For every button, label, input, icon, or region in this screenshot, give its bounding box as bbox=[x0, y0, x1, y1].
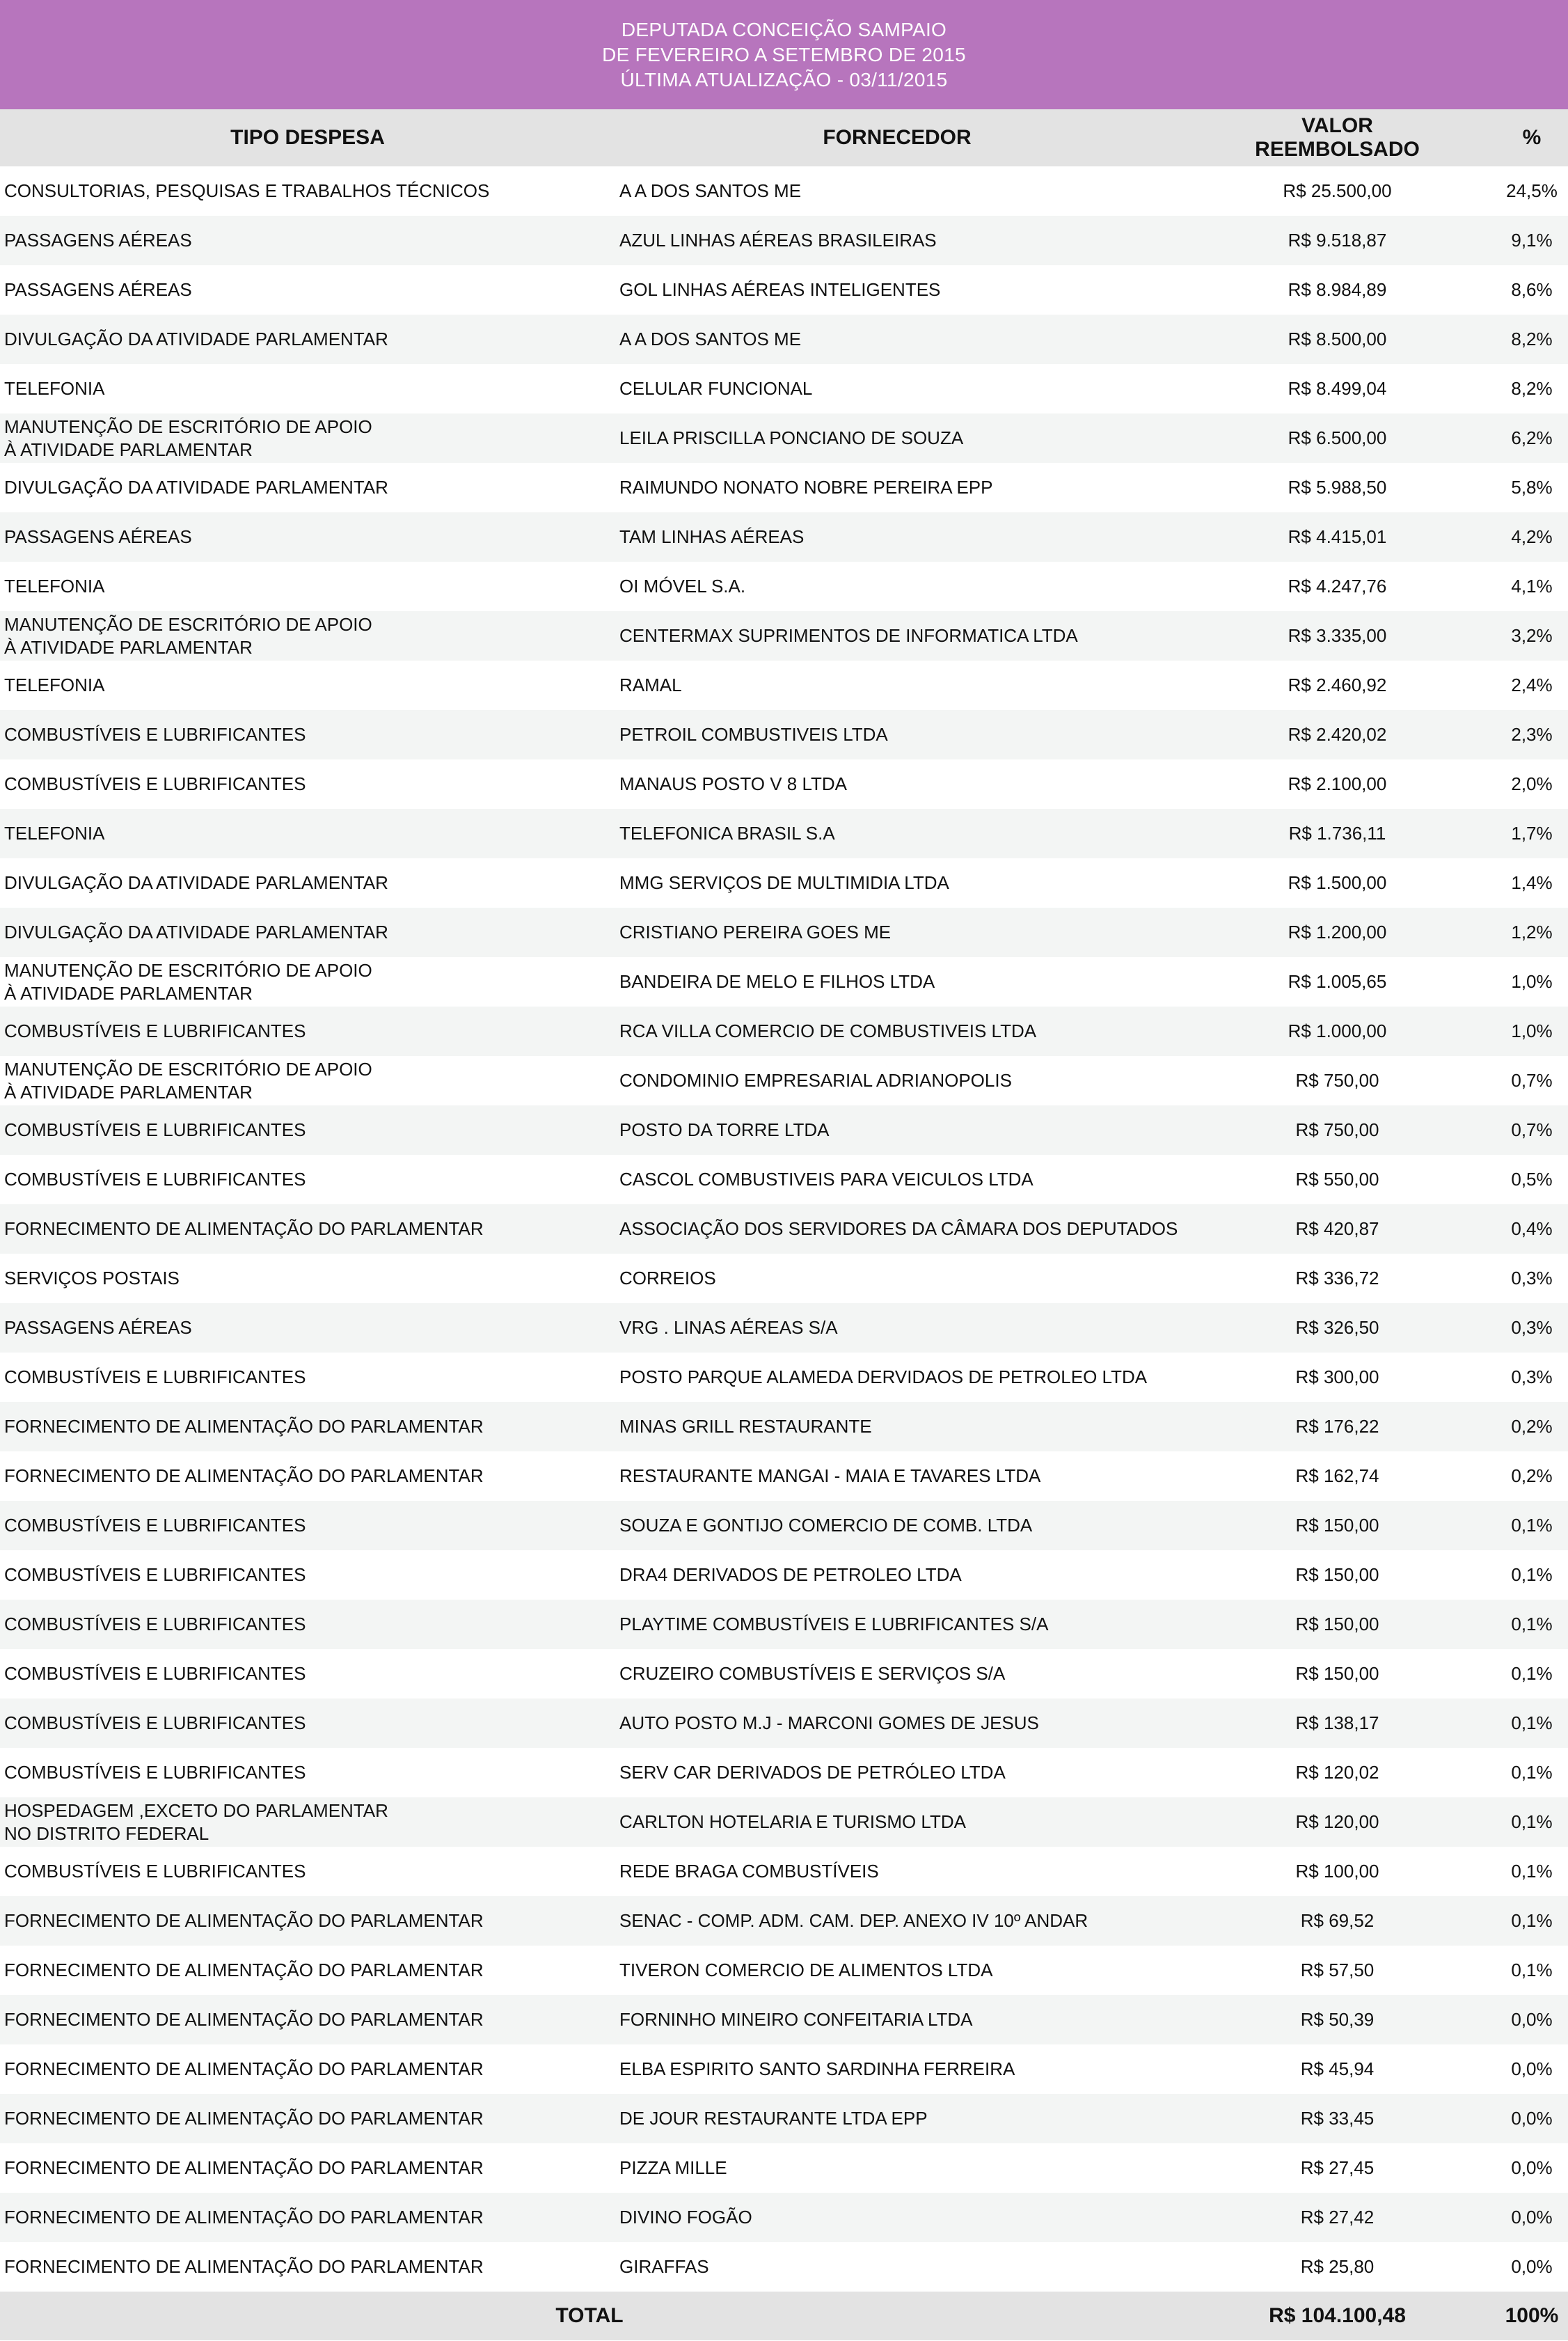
cell-valor: R$ 150,00 bbox=[1295, 1614, 1379, 1634]
title-line-updated: ÚLTIMA ATUALIZAÇÃO - 03/11/2015 bbox=[620, 68, 948, 90]
table-row bbox=[0, 1204, 1568, 1254]
cell-pct: 0,0% bbox=[1511, 2058, 1553, 2079]
table-row bbox=[0, 562, 1568, 611]
cell-tipo: FORNECIMENTO DE ALIMENTAÇÃO DO PARLAMENTAR bbox=[4, 2207, 484, 2228]
table-row bbox=[0, 216, 1568, 265]
cell-tipo: MANUTENÇÃO DE ESCRITÓRIO DE APOIO À ATIVIDADE PARLAMENTAR bbox=[4, 416, 372, 460]
cell-tipo: TELEFONIA bbox=[4, 378, 105, 399]
cell-tipo: MANUTENÇÃO DE ESCRITÓRIO DE APOIO À ATIVIDADE PARLAMENTAR bbox=[4, 613, 372, 658]
table-row bbox=[0, 858, 1568, 908]
table-row bbox=[0, 661, 1568, 710]
cell-tipo: FORNECIMENTO DE ALIMENTAÇÃO DO PARLAMENTAR bbox=[4, 1218, 484, 1239]
cell-pct: 9,1% bbox=[1511, 230, 1553, 251]
cell-pct: 0,2% bbox=[1511, 1416, 1553, 1437]
column-header-tipo: TIPO DESPESA bbox=[230, 126, 385, 149]
table-row bbox=[0, 1254, 1568, 1303]
cell-fornecedor: CENTERMAX SUPRIMENTOS DE INFORMATICA LTDA bbox=[619, 625, 1078, 646]
cell-fornecedor: TIVERON COMERCIO DE ALIMENTOS LTDA bbox=[619, 1960, 993, 1980]
table-row bbox=[0, 463, 1568, 512]
cell-pct: 4,1% bbox=[1511, 576, 1553, 597]
table-row bbox=[0, 908, 1568, 957]
cell-pct: 0,3% bbox=[1511, 1366, 1553, 1387]
cell-pct: 0,1% bbox=[1511, 1712, 1553, 1733]
cell-valor: R$ 336,72 bbox=[1295, 1268, 1379, 1288]
cell-pct: 0,7% bbox=[1511, 1119, 1553, 1140]
cell-valor: R$ 300,00 bbox=[1295, 1366, 1379, 1387]
cell-fornecedor: LEILA PRISCILLA PONCIANO DE SOUZA bbox=[619, 427, 964, 448]
table-row bbox=[0, 2242, 1568, 2292]
column-header-fornecedor: FORNECEDOR bbox=[823, 126, 972, 149]
cell-valor: R$ 550,00 bbox=[1295, 1169, 1379, 1190]
cell-tipo: HOSPEDAGEM ,EXCETO DO PARLAMENTAR NO DISTRITO FEDERAL bbox=[4, 1799, 388, 1844]
table-row bbox=[0, 512, 1568, 562]
cell-fornecedor: POSTO DA TORRE LTDA bbox=[619, 1119, 830, 1140]
table-row bbox=[0, 710, 1568, 759]
cell-fornecedor: SERV CAR DERIVADOS DE PETRÓLEO LTDA bbox=[619, 1762, 1006, 1783]
cell-pct: 2,3% bbox=[1511, 724, 1553, 745]
cell-tipo: FORNECIMENTO DE ALIMENTAÇÃO DO PARLAMENTAR bbox=[4, 1910, 484, 1931]
cell-fornecedor: A A DOS SANTOS ME bbox=[619, 329, 802, 349]
cell-tipo: COMBUSTÍVEIS E LUBRIFICANTES bbox=[4, 1169, 306, 1190]
column-header-valor bbox=[1179, 114, 1496, 161]
cell-fornecedor: CELULAR FUNCIONAL bbox=[619, 378, 813, 399]
cell-valor: R$ 50,39 bbox=[1300, 2009, 1375, 2030]
table-row bbox=[0, 1501, 1568, 1550]
cell-pct: 0,1% bbox=[1511, 1564, 1553, 1585]
table-row bbox=[0, 1748, 1568, 1797]
cell-valor: R$ 33,45 bbox=[1300, 2108, 1375, 2129]
cell-pct: 0,0% bbox=[1511, 2256, 1553, 2277]
cell-pct: 0,1% bbox=[1511, 1910, 1553, 1931]
cell-valor: R$ 1.736,11 bbox=[1288, 823, 1386, 844]
cell-valor: R$ 120,02 bbox=[1295, 1762, 1379, 1783]
table-row bbox=[0, 1550, 1568, 1600]
cell-pct: 3,2% bbox=[1511, 625, 1553, 646]
cell-tipo: COMBUSTÍVEIS E LUBRIFICANTES bbox=[4, 1020, 306, 1041]
cell-tipo: PASSAGENS AÉREAS bbox=[4, 230, 192, 251]
cell-fornecedor: ELBA ESPIRITO SANTO SARDINHA FERREIRA bbox=[619, 2058, 1015, 2079]
cell-pct: 0,1% bbox=[1511, 1762, 1553, 1783]
cell-pct: 1,7% bbox=[1511, 823, 1553, 844]
cell-tipo: TELEFONIA bbox=[4, 675, 105, 695]
cell-tipo: COMBUSTÍVEIS E LUBRIFICANTES bbox=[4, 1663, 306, 1684]
cell-pct: 8,2% bbox=[1511, 329, 1553, 349]
cell-pct: 0,3% bbox=[1511, 1268, 1553, 1288]
cell-valor: R$ 750,00 bbox=[1295, 1119, 1379, 1140]
cell-pct: 0,0% bbox=[1511, 2207, 1553, 2228]
cell-fornecedor: CASCOL COMBUSTIVEIS PARA VEICULOS LTDA bbox=[619, 1169, 1034, 1190]
table-body bbox=[0, 166, 1568, 2292]
cell-fornecedor: A A DOS SANTOS ME bbox=[619, 180, 802, 201]
cell-valor: R$ 100,00 bbox=[1295, 1861, 1379, 1882]
cell-valor: R$ 120,00 bbox=[1295, 1811, 1379, 1832]
table-row bbox=[0, 364, 1568, 413]
cell-pct: 4,2% bbox=[1511, 526, 1553, 547]
table-row bbox=[0, 1698, 1568, 1748]
column-header-valor-line1: VALOR bbox=[1301, 114, 1373, 137]
cell-pct: 8,6% bbox=[1511, 279, 1553, 300]
cell-pct: 0,3% bbox=[1511, 1317, 1553, 1338]
table-row bbox=[0, 1649, 1568, 1698]
cell-pct: 0,1% bbox=[1511, 1515, 1553, 1536]
table-row bbox=[0, 1896, 1568, 1946]
cell-pct: 2,0% bbox=[1511, 773, 1553, 794]
table-row bbox=[0, 2193, 1568, 2242]
cell-fornecedor: ASSOCIAÇÃO DOS SERVIDORES DA CÂMARA DOS DEPUTADOS bbox=[619, 1218, 1178, 1239]
cell-fornecedor: CRISTIANO PEREIRA GOES ME bbox=[619, 922, 892, 943]
cell-valor: R$ 9.518,87 bbox=[1288, 230, 1387, 251]
cell-fornecedor: REDE BRAGA COMBUSTÍVEIS bbox=[619, 1861, 879, 1882]
cell-pct: 0,0% bbox=[1511, 2108, 1553, 2129]
cell-fornecedor: FORNINHO MINEIRO CONFEITARIA LTDA bbox=[619, 2009, 973, 2030]
cell-pct: 2,4% bbox=[1511, 675, 1553, 695]
cell-fornecedor: SENAC - COMP. ADM. CAM. DEP. ANEXO IV 10º ANDAR bbox=[619, 1910, 1088, 1931]
cell-valor: R$ 138,17 bbox=[1295, 1712, 1379, 1733]
cell-valor: R$ 750,00 bbox=[1295, 1070, 1379, 1091]
cell-fornecedor: VRG . LINAS AÉREAS S/A bbox=[619, 1317, 838, 1338]
expenses-table bbox=[0, 109, 1568, 2340]
cell-pct: 0,1% bbox=[1511, 1960, 1553, 1980]
cell-pct: 8,2% bbox=[1511, 378, 1553, 399]
table-row bbox=[0, 2143, 1568, 2193]
cell-pct: 1,0% bbox=[1511, 1020, 1553, 1041]
cell-fornecedor: MMG SERVIÇOS DE MULTIMIDIA LTDA bbox=[619, 872, 949, 893]
cell-tipo: COMBUSTÍVEIS E LUBRIFICANTES bbox=[4, 1119, 306, 1140]
table-row bbox=[0, 2094, 1568, 2143]
total-valor: R$ 104.100,48 bbox=[1269, 2304, 1406, 2327]
cell-valor: R$ 326,50 bbox=[1295, 1317, 1379, 1338]
table-row bbox=[0, 1007, 1568, 1056]
table-row bbox=[0, 1353, 1568, 1402]
table-row bbox=[0, 611, 1568, 661]
cell-tipo: MANUTENÇÃO DE ESCRITÓRIO DE APOIO À ATIVIDADE PARLAMENTAR bbox=[4, 1058, 372, 1103]
cell-fornecedor: CORREIOS bbox=[619, 1268, 716, 1288]
table-total-row bbox=[0, 2292, 1568, 2340]
cell-valor: R$ 420,87 bbox=[1295, 1218, 1379, 1239]
cell-valor: R$ 5.988,50 bbox=[1288, 477, 1387, 498]
cell-tipo: COMBUSTÍVEIS E LUBRIFICANTES bbox=[4, 773, 306, 794]
cell-fornecedor: CRUZEIRO COMBUSTÍVEIS E SERVIÇOS S/A bbox=[619, 1663, 1006, 1684]
table-row bbox=[0, 759, 1568, 809]
cell-fornecedor: BANDEIRA DE MELO E FILHOS LTDA bbox=[619, 971, 935, 992]
cell-fornecedor: POSTO PARQUE ALAMEDA DERVIDAOS DE PETROLEO LTDA bbox=[619, 1366, 1148, 1387]
table-row bbox=[0, 1946, 1568, 1995]
cell-valor: R$ 69,52 bbox=[1300, 1910, 1375, 1931]
total-label: TOTAL bbox=[555, 2304, 624, 2327]
cell-tipo: SERVIÇOS POSTAIS bbox=[4, 1268, 180, 1288]
cell-pct: 0,1% bbox=[1511, 1663, 1553, 1684]
cell-pct: 6,2% bbox=[1511, 427, 1553, 448]
cell-tipo: FORNECIMENTO DE ALIMENTAÇÃO DO PARLAMENTAR bbox=[4, 2157, 484, 2178]
cell-tipo: COMBUSTÍVEIS E LUBRIFICANTES bbox=[4, 1564, 306, 1585]
cell-valor: R$ 1.000,00 bbox=[1288, 1020, 1387, 1041]
cell-pct: 0,4% bbox=[1511, 1218, 1553, 1239]
cell-valor: R$ 8.499,04 bbox=[1288, 378, 1387, 399]
cell-fornecedor: CONDOMINIO EMPRESARIAL ADRIANOPOLIS bbox=[619, 1070, 1012, 1091]
cell-fornecedor: PLAYTIME COMBUSTÍVEIS E LUBRIFICANTES S/A bbox=[619, 1614, 1049, 1634]
cell-valor: R$ 4.415,01 bbox=[1288, 526, 1387, 547]
cell-valor: R$ 25,80 bbox=[1300, 2256, 1375, 2277]
title-line-period: DE FEVEREIRO A SETEMBRO DE 2015 bbox=[602, 43, 966, 65]
cell-valor: R$ 45,94 bbox=[1300, 2058, 1375, 2079]
cell-tipo: CONSULTORIAS, PESQUISAS E TRABALHOS TÉCNICOS bbox=[4, 180, 490, 201]
cell-fornecedor: MANAUS POSTO V 8 LTDA bbox=[619, 773, 848, 794]
cell-fornecedor: DRA4 DERIVADOS DE PETROLEO LTDA bbox=[619, 1564, 962, 1585]
cell-valor: R$ 57,50 bbox=[1300, 1960, 1375, 1980]
cell-valor: R$ 2.460,92 bbox=[1288, 675, 1387, 695]
cell-fornecedor: DIVINO FOGÃO bbox=[619, 2207, 752, 2228]
table-row bbox=[0, 315, 1568, 364]
table-row bbox=[0, 1303, 1568, 1353]
cell-tipo: FORNECIMENTO DE ALIMENTAÇÃO DO PARLAMENTAR bbox=[4, 2256, 484, 2277]
cell-tipo: FORNECIMENTO DE ALIMENTAÇÃO DO PARLAMENTAR bbox=[4, 2108, 484, 2129]
cell-valor: R$ 27,42 bbox=[1300, 2207, 1375, 2228]
cell-fornecedor: CARLTON HOTELARIA E TURISMO LTDA bbox=[619, 1811, 966, 1832]
cell-tipo: TELEFONIA bbox=[4, 576, 105, 597]
cell-pct: 0,5% bbox=[1511, 1169, 1553, 1190]
table-row bbox=[0, 1847, 1568, 1896]
table-row bbox=[0, 265, 1568, 315]
cell-fornecedor: GIRAFFAS bbox=[619, 2256, 709, 2277]
cell-tipo: FORNECIMENTO DE ALIMENTAÇÃO DO PARLAMENTAR bbox=[4, 1465, 484, 1486]
cell-pct: 0,7% bbox=[1511, 1070, 1553, 1091]
cell-pct: 0,2% bbox=[1511, 1465, 1553, 1486]
cell-fornecedor: DE JOUR RESTAURANTE LTDA EPP bbox=[619, 2108, 928, 2129]
cell-tipo: PASSAGENS AÉREAS bbox=[4, 279, 192, 300]
cell-tipo: COMBUSTÍVEIS E LUBRIFICANTES bbox=[4, 1515, 306, 1536]
column-header-valor-line2: REEMBOLSADO bbox=[1255, 138, 1420, 161]
cell-valor: R$ 25.500,00 bbox=[1283, 180, 1392, 201]
cell-tipo: DIVULGAÇÃO DA ATIVIDADE PARLAMENTAR bbox=[4, 872, 388, 893]
table-row bbox=[0, 809, 1568, 858]
title-banner bbox=[0, 0, 1568, 109]
cell-fornecedor: SOUZA E GONTIJO COMERCIO DE COMB. LTDA bbox=[619, 1515, 1033, 1536]
table-row bbox=[0, 1797, 1568, 1847]
cell-valor: R$ 27,45 bbox=[1300, 2157, 1375, 2178]
cell-pct: 1,2% bbox=[1511, 922, 1553, 943]
title-line-deputy: DEPUTADA CONCEIÇÃO SAMPAIO bbox=[621, 18, 947, 40]
cell-tipo: PASSAGENS AÉREAS bbox=[4, 1317, 192, 1338]
table-row bbox=[0, 2044, 1568, 2094]
column-header-pct: % bbox=[1522, 126, 1542, 149]
cell-tipo: DIVULGAÇÃO DA ATIVIDADE PARLAMENTAR bbox=[4, 477, 388, 498]
table-row bbox=[0, 1105, 1568, 1155]
cell-tipo: PASSAGENS AÉREAS bbox=[4, 526, 192, 547]
cell-tipo: COMBUSTÍVEIS E LUBRIFICANTES bbox=[4, 1712, 306, 1733]
cell-valor: R$ 1.200,00 bbox=[1288, 922, 1387, 943]
cell-pct: 0,0% bbox=[1511, 2009, 1553, 2030]
table-row bbox=[0, 166, 1568, 216]
cell-tipo: FORNECIMENTO DE ALIMENTAÇÃO DO PARLAMENTAR bbox=[4, 2009, 484, 2030]
cell-fornecedor: AUTO POSTO M.J - MARCONI GOMES DE JESUS bbox=[619, 1712, 1039, 1733]
table-row bbox=[0, 1155, 1568, 1204]
cell-valor: R$ 150,00 bbox=[1295, 1515, 1379, 1536]
cell-pct: 0,1% bbox=[1511, 1614, 1553, 1634]
cell-pct: 0,0% bbox=[1511, 2157, 1553, 2178]
cell-valor: R$ 150,00 bbox=[1295, 1663, 1379, 1684]
cell-fornecedor: RAIMUNDO NONATO NOBRE PEREIRA EPP bbox=[619, 477, 993, 498]
cell-valor: R$ 162,74 bbox=[1295, 1465, 1379, 1486]
cell-valor: R$ 6.500,00 bbox=[1288, 427, 1387, 448]
cell-fornecedor: RESTAURANTE MANGAI - MAIA E TAVARES LTDA bbox=[619, 1465, 1041, 1486]
table-row bbox=[0, 1451, 1568, 1501]
cell-fornecedor: TAM LINHAS AÉREAS bbox=[619, 526, 805, 547]
cell-fornecedor: AZUL LINHAS AÉREAS BRASILEIRAS bbox=[619, 230, 937, 251]
cell-fornecedor: RAMAL bbox=[619, 675, 682, 695]
cell-tipo: FORNECIMENTO DE ALIMENTAÇÃO DO PARLAMENTAR bbox=[4, 1960, 484, 1980]
cell-valor: R$ 2.100,00 bbox=[1288, 773, 1387, 794]
table-row bbox=[0, 1056, 1568, 1105]
table-row bbox=[0, 1402, 1568, 1451]
table-header bbox=[0, 109, 1568, 166]
cell-valor: R$ 4.247,76 bbox=[1288, 576, 1387, 597]
cell-pct: 1,0% bbox=[1511, 971, 1553, 992]
cell-valor: R$ 8.984,89 bbox=[1288, 279, 1387, 300]
cell-valor: R$ 1.500,00 bbox=[1288, 872, 1387, 893]
cell-valor: R$ 2.420,02 bbox=[1288, 724, 1387, 745]
cell-tipo: DIVULGAÇÃO DA ATIVIDADE PARLAMENTAR bbox=[4, 922, 388, 943]
cell-pct: 5,8% bbox=[1511, 477, 1553, 498]
cell-tipo: DIVULGAÇÃO DA ATIVIDADE PARLAMENTAR bbox=[4, 329, 388, 349]
cell-fornecedor: RCA VILLA COMERCIO DE COMBUSTIVEIS LTDA bbox=[619, 1020, 1037, 1041]
cell-pct: 24,5% bbox=[1506, 180, 1558, 201]
table-row bbox=[0, 957, 1568, 1007]
cell-valor: R$ 176,22 bbox=[1295, 1416, 1379, 1437]
cell-tipo: FORNECIMENTO DE ALIMENTAÇÃO DO PARLAMENTAR bbox=[4, 1416, 484, 1437]
cell-fornecedor: PETROIL COMBUSTIVEIS LTDA bbox=[619, 724, 888, 745]
table-row bbox=[0, 413, 1568, 463]
cell-pct: 0,1% bbox=[1511, 1861, 1553, 1882]
cell-fornecedor: TELEFONICA BRASIL S.A bbox=[619, 823, 835, 844]
cell-fornecedor: GOL LINHAS AÉREAS INTELIGENTES bbox=[619, 279, 941, 300]
cell-fornecedor: PIZZA MILLE bbox=[619, 2157, 727, 2178]
table-row bbox=[0, 1600, 1568, 1649]
cell-pct: 1,4% bbox=[1511, 872, 1553, 893]
cell-pct: 0,1% bbox=[1511, 1811, 1553, 1832]
cell-valor: R$ 8.500,00 bbox=[1288, 329, 1387, 349]
cell-valor: R$ 1.005,65 bbox=[1288, 971, 1387, 992]
cell-tipo: COMBUSTÍVEIS E LUBRIFICANTES bbox=[4, 1762, 306, 1783]
cell-fornecedor: OI MÓVEL S.A. bbox=[619, 576, 746, 597]
cell-tipo: TELEFONIA bbox=[4, 823, 105, 844]
cell-tipo: COMBUSTÍVEIS E LUBRIFICANTES bbox=[4, 1614, 306, 1634]
cell-valor: R$ 3.335,00 bbox=[1288, 625, 1387, 646]
cell-tipo: FORNECIMENTO DE ALIMENTAÇÃO DO PARLAMENTAR bbox=[4, 2058, 484, 2079]
cell-valor: R$ 150,00 bbox=[1295, 1564, 1379, 1585]
table-row bbox=[0, 1995, 1568, 2044]
cell-fornecedor: MINAS GRILL RESTAURANTE bbox=[619, 1416, 872, 1437]
cell-tipo: COMBUSTÍVEIS E LUBRIFICANTES bbox=[4, 724, 306, 745]
cell-tipo: COMBUSTÍVEIS E LUBRIFICANTES bbox=[4, 1861, 306, 1882]
total-pct: 100% bbox=[1505, 2304, 1559, 2327]
cell-tipo: COMBUSTÍVEIS E LUBRIFICANTES bbox=[4, 1366, 306, 1387]
cell-tipo: MANUTENÇÃO DE ESCRITÓRIO DE APOIO À ATIVIDADE PARLAMENTAR bbox=[4, 959, 372, 1004]
